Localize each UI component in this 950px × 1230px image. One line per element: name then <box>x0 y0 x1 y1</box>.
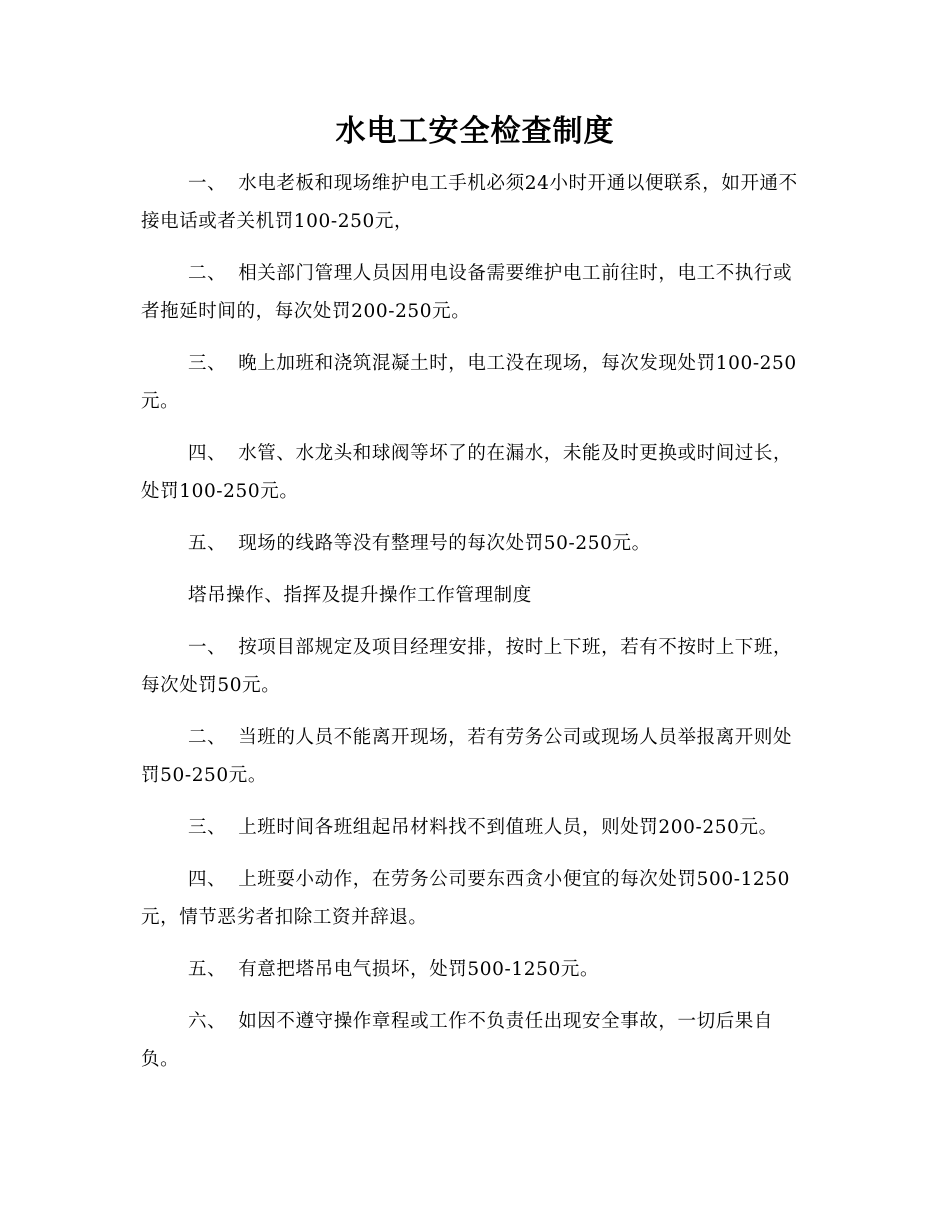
paragraph <box>141 809 811 847</box>
paragraph-text: 上班时间各班组起吊材料找不到值班人员，则处罚200-250元。 <box>238 817 778 838</box>
paragraph-text: 如因不遵守操作章程或工作不负责任出现安全事故，一切后果自负。 <box>141 1011 774 1070</box>
paragraph <box>141 435 811 511</box>
paragraph-number: 三、 <box>188 817 227 838</box>
paragraph-number: 二、 <box>188 263 227 284</box>
paragraph <box>141 525 811 563</box>
paragraph <box>141 629 811 705</box>
paragraph-text: 有意把塔吊电气损坏，处罚500-1250元。 <box>238 959 600 980</box>
paragraph-number: 二、 <box>188 727 227 748</box>
paragraph-text: 当班的人员不能离开现场，若有劳务公司或现场人员举报离开则处罚50-250元。 <box>141 727 793 786</box>
paragraph-number: 五、 <box>188 959 227 980</box>
paragraph-text: 晚上加班和浇筑混凝土时，电工没在现场，每次发现处罚100-250元。 <box>141 353 797 412</box>
paragraph-number: 三、 <box>188 353 227 374</box>
paragraph <box>141 1003 811 1079</box>
paragraph <box>141 951 811 989</box>
paragraph <box>141 345 811 421</box>
paragraph-number: 四、 <box>188 869 227 890</box>
paragraph-number: 一、 <box>188 173 227 194</box>
paragraph <box>141 165 811 241</box>
document-body <box>141 165 811 1093</box>
document-title: 水电工安全检查制度 <box>335 114 615 149</box>
paragraph-number: 六、 <box>188 1011 227 1032</box>
paragraph-number: 四、 <box>188 443 227 464</box>
paragraph <box>141 255 811 331</box>
paragraph-text: 现场的线路等没有整理号的每次处罚50-250元。 <box>238 533 651 554</box>
section-heading <box>141 577 811 615</box>
paragraph-number: 五、 <box>188 533 227 554</box>
paragraph-text: 水电老板和现场维护电工手机必须24小时开通以便联系，如开通不接电话或者关机罚100-250元， <box>141 173 798 232</box>
paragraph-text: 相关部门管理人员因用电设备需要维护电工前往时，电工不执行或者拖延时间的，每次处罚200-250元。 <box>141 263 793 322</box>
paragraph-number: 一、 <box>188 637 227 658</box>
paragraph-text: 上班耍小动作，在劳务公司要东西贪小便宜的每次处罚500-1250元，情节恶劣者扣除工资并辞退。 <box>141 869 791 928</box>
paragraph <box>141 861 811 937</box>
paragraph-text: 按项目部规定及项目经理安排，按时上下班，若有不按时上下班，每次处罚50元。 <box>141 637 793 696</box>
section-heading-text: 塔吊操作、指挥及提升操作工作管理制度 <box>188 585 532 606</box>
paragraph <box>141 719 811 795</box>
paragraph-text: 水管、水龙头和球阀等坏了的在漏水，未能及时更换或时间过长，处罚100-250元。 <box>141 443 793 502</box>
